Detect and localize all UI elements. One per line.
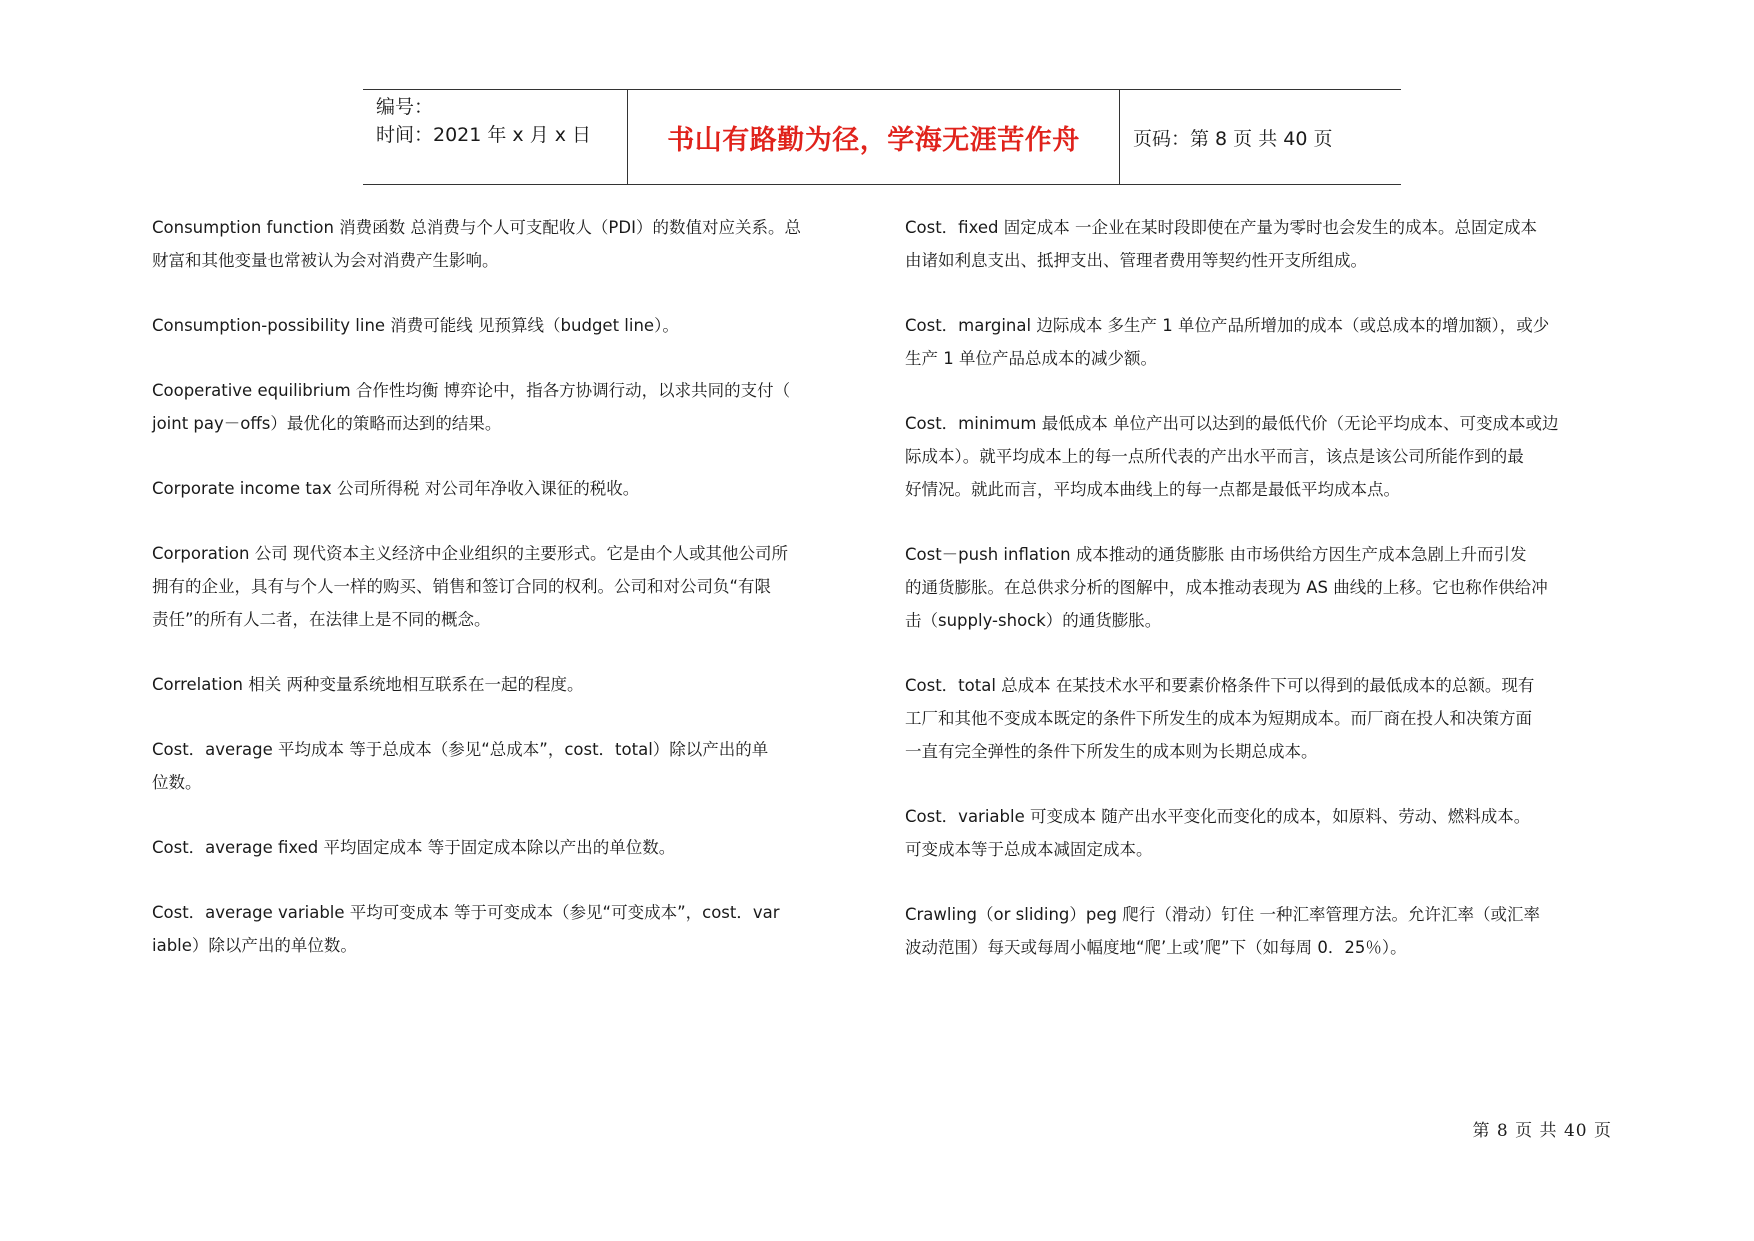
glossary-entry [152, 831, 868, 864]
glossary-entry [152, 896, 868, 962]
entry-line: iable）除以产出的单位数。 [152, 936, 357, 955]
entry-line: Cost．fixed 固定成本 一企业在某时段即使在产量为零时也会发生的成本。总固定成本 [905, 218, 1537, 237]
entry-line: Cost－push inflation 成本推动的通货膨胀 由市场供给方因生产成本急剧上升而引发 [905, 545, 1527, 564]
date-label: 时间：2021 年 x 月 x 日 [376, 124, 592, 146]
entry-line: Cost．total 总成本 在某技术水平和要素价格条件下可以得到的最低成本的总额。现有 [905, 676, 1535, 695]
entry-line: 波动范围）每天或每周小幅度地“爬’上或’爬”下（如每周 0．25％）。 [905, 938, 1407, 957]
glossary-entry [152, 733, 868, 799]
entry-line: Cost．minimum 最低成本 单位产出可以达到的最低代价（无论平均成本、可变成本或边 [905, 414, 1559, 433]
entry-line: Crawling（or sliding）peg 爬行（滑动）钉住 一种汇率管理方法。允许汇率（或汇率 [905, 905, 1540, 924]
entry-line: Cost．average 平均成本 等于总成本（参见“总成本”，cost．total）除以产出的单 [152, 740, 769, 759]
serial-number-label: 编号： [376, 96, 434, 118]
left-column [152, 211, 868, 994]
right-column [905, 211, 1617, 996]
entry-line: Cost．marginal 边际成本 多生产 1 单位产品所增加的成本（或总成本的增加额），或少 [905, 316, 1550, 335]
motto-title: 书山有路勤为径，学海无涯苦作舟 [628, 90, 1120, 184]
glossary-entry [905, 669, 1617, 768]
header-meta [363, 90, 628, 184]
entry-line: 责任”的所有人二者，在法律上是不同的概念。 [152, 610, 491, 629]
glossary-entry [905, 898, 1617, 964]
entry-line: Cooperative equilibrium 合作性均衡 博弈论中，指各方协调行动，以求共同的支付（ [152, 381, 791, 400]
glossary-entry [905, 309, 1617, 375]
entry-line: 拥有的企业，具有与个人一样的购买、销售和签订合同的权利。公司和对公司负“有限 [152, 577, 772, 596]
entry-line: 击（supply-shock）的通货膨胀。 [905, 611, 1162, 630]
entry-line: 财富和其他变量也常被认为会对消费产生影响。 [152, 251, 499, 270]
entry-line: 工厂和其他不变成本既定的条件下所发生的成本为短期成本。而厂商在投人和决策方面 [905, 709, 1532, 728]
entry-line: Corporation 公司 现代资本主义经济中企业组织的主要形式。它是由个人或其他公司所 [152, 544, 788, 563]
entry-line: 生产 1 单位产品总成本的减少额。 [905, 349, 1157, 368]
glossary-entry [152, 472, 868, 505]
entry-line: Cost．average variable 平均可变成本 等于可变成本（参见“可变成本”，cost．var [152, 903, 780, 922]
glossary-entry [905, 211, 1617, 277]
entry-line: 位数。 [152, 773, 202, 792]
glossary-entry [905, 538, 1617, 637]
entry-line: joint pay－offs）最优化的策略而达到的结果。 [152, 414, 502, 433]
entry-line: 一直有完全弹性的条件下所发生的成本则为长期总成本。 [905, 742, 1318, 761]
glossary-entry [905, 407, 1617, 506]
glossary-entry [905, 800, 1617, 866]
entry-line: 可变成本等于总成本减固定成本。 [905, 840, 1153, 859]
document-header [363, 89, 1401, 185]
entry-line: Cost．variable 可变成本 随产出水平变化而变化的成本，如原料、劳动、燃料成本。 [905, 807, 1531, 826]
glossary-entry [152, 668, 868, 701]
header-page-label: 页码：第 8 页 共 40 页 [1133, 127, 1333, 150]
entry-line: 际成本）。就平均成本上的每一点所代表的产出水平而言，该点是该公司所能作到的最 [905, 447, 1524, 466]
entry-line: Cost．average fixed 平均固定成本 等于固定成本除以产出的单位数。 [152, 838, 676, 857]
entry-line: Consumption-possibility line 消费可能线 见预算线（budget line）。 [152, 316, 679, 335]
entry-line: 的通货膨胀。在总供求分析的图解中，成本推动表现为 AS 曲线的上移。它也称作供给冲 [905, 578, 1548, 597]
glossary-entry [152, 309, 868, 342]
glossary-entry [152, 211, 868, 277]
glossary-entry [152, 374, 868, 440]
entry-line: 由诸如利息支出、抵押支出、管理者费用等契约性开支所组成。 [905, 251, 1367, 270]
entry-line: Corporate income tax 公司所得税 对公司年净收入课征的税收。 [152, 479, 640, 498]
page-footer: 第 8 页 共 40 页 [1472, 1121, 1612, 1141]
entry-line: Consumption function 消费函数 总消费与个人可支配收人（PDI）的数值对应关系。总 [152, 218, 801, 237]
glossary-entry [152, 537, 868, 636]
entry-line: 好情况。就此而言，平均成本曲线上的每一点都是最低平均成本点。 [905, 480, 1400, 499]
entry-line: Correlation 相关 两种变量系统地相互联系在一起的程度。 [152, 675, 584, 694]
